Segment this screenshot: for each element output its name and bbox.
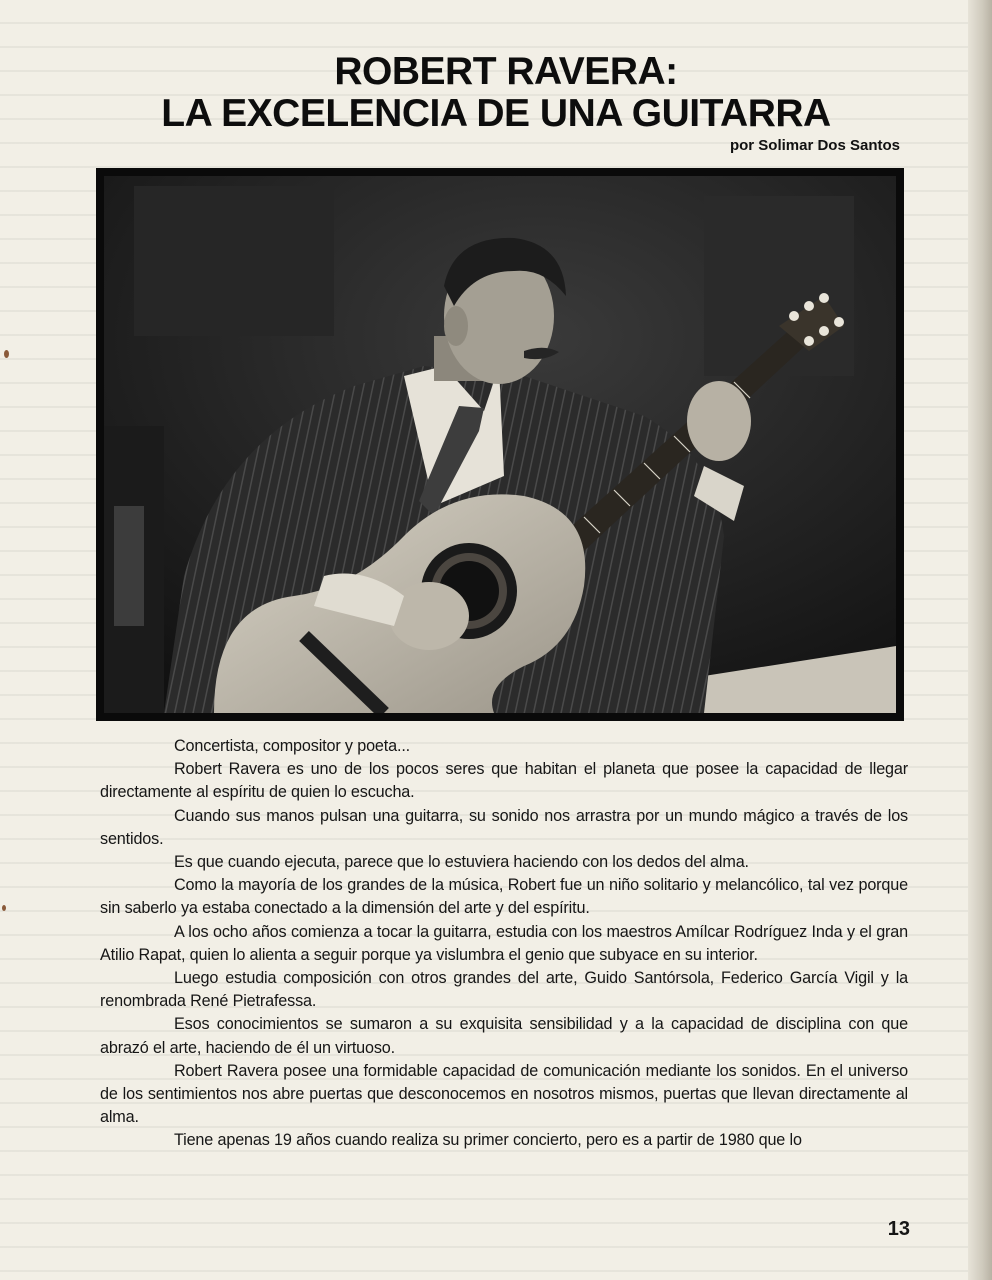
page-number: 13 [887,1218,910,1240]
paragraph: Esos conocimientos se sumaron a su exquisita sensibilidad y a la capacidad de disciplina con que abrazó el arte, haciendo de él un virtuoso. [100,1015,908,1057]
paragraph: Cuando sus manos pulsan una guitarra, su sonido nos arrastra por un mundo mágico a través de los sentidos. [100,806,908,848]
article-body [100,735,908,1153]
paragraph: A los ocho años comienza a tocar la guitarra, estudia con los maestros Amílcar Rodríguez Inda y el gran Atilio Rapat, quien lo alienta a seguir porque ya vislumbra el genio que subyace en su interior. [100,922,908,964]
paragraph: Robert Ravera posee una formidable capacidad de comunicación mediante los sonidos. En el universo de los sentimientos nos abre puertas que desconocemos en nosotros mismos, puertas que llevan directamente al alma. [100,1061,908,1127]
guitarist-photo [104,176,896,713]
paragraph: Luego estudia composición con otros grandes del arte, Guido Santórsola, Federico García Vigil y la renombrada René Pietrafessa. [100,969,908,1011]
paper-stain [4,350,9,358]
paragraph: Como la mayoría de los grandes de la música, Robert fue un niño solitario y melancólico, tal vez porque sin saberlo ya estaba conectado a la dimensión del arte y del espíritu. [100,876,908,918]
page-edge [968,0,992,1280]
paragraph: Concertista, compositor y poeta... [174,737,411,755]
paragraph: Es que cuando ejecuta, parece que lo estuviera haciendo con los dedos del alma. [174,853,749,872]
paragraph: Tiene apenas 19 años cuando realiza su primer concierto, pero es a partir de 1980 que lo [174,1131,802,1150]
paragraph: Robert Ravera es uno de los pocos seres que habitan el planeta que posee la capacidad de llegar directamente al espíritu de quien lo escucha. [100,760,908,802]
paper-stain [2,905,6,911]
article-title-line1: ROBERT RAVERA: [334,50,678,93]
photo-frame [96,168,904,721]
article-title-line2: LA EXCELENCIA DE UNA GUITARRA [161,92,831,135]
article-byline: por Solimar Dos Santos [729,137,900,154]
